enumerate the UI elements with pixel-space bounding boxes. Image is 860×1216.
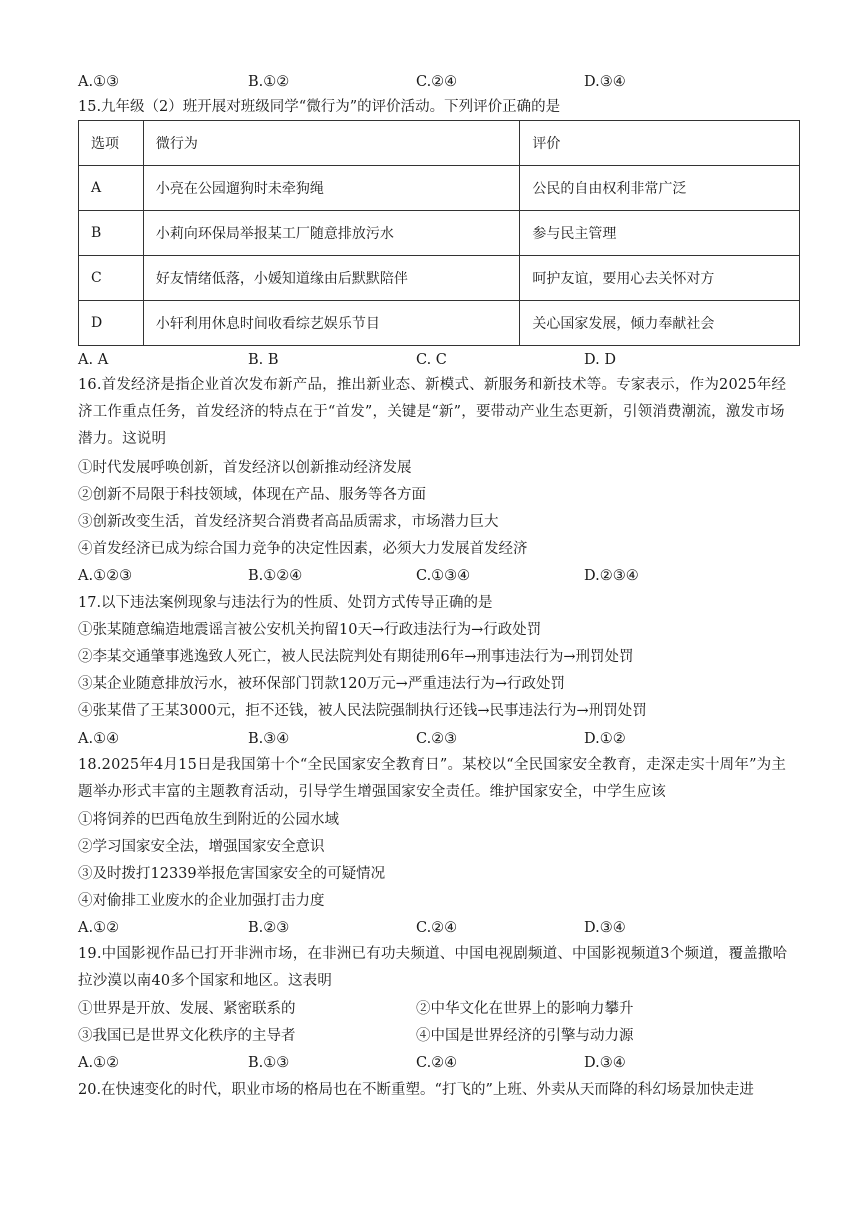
header-option: 选项 [79, 121, 144, 166]
row-behavior: 好友情绪低落，小媛知道缘由后默默陪伴 [143, 256, 519, 301]
q18-item-3: ③及时拨打12339举报危害国家安全的可疑情况 [78, 866, 386, 882]
row-option: B [79, 211, 144, 256]
q18-item-1: ①将饲养的巴西龟放生到附近的公园水域 [78, 812, 339, 828]
q19-option-d[interactable]: D.③④ [584, 1055, 626, 1071]
q17-option-d[interactable]: D.①② [584, 731, 626, 747]
q16-option-a[interactable]: A.①②③ [78, 568, 133, 584]
row-evaluation: 参与民主管理 [520, 211, 800, 256]
q19-item-3: ③我国已是世界文化秩序的主导者 [78, 1028, 296, 1044]
q16-option-b[interactable]: B.①②④ [248, 568, 303, 584]
q15-options [78, 350, 798, 370]
q15-option-a[interactable]: A. A [78, 352, 109, 368]
q19-item-2: ②中华文化在世界上的影响力攀升 [416, 1001, 634, 1017]
q18-option-b[interactable]: B.②③ [248, 920, 290, 936]
q17-options [78, 729, 798, 749]
q16-stem: 16.首发经济是指企业首次发布新产品，推出新业态、新模式、新服务和新技术等。专家表示，作为2025年经济工作重点任务，首发经济的特点在于“首发”，关键是“新”，要带动产业生态更新，引领消费潮流，激发市场潜力。这说明 [78, 377, 787, 447]
q17-item-2: ②李某交通肇事逃逸致人死亡，被人民法院判处有期徒刑6年→刑事违法行为→刑罚处罚 [78, 649, 634, 665]
table-row [79, 256, 800, 301]
table-row [79, 166, 800, 211]
q18-option-a[interactable]: A.①② [78, 920, 120, 936]
q15-stem: 15.九年级（2）班开展对班级同学“微行为”的评价活动。下列评价正确的是 [78, 99, 561, 115]
q16-options [78, 566, 798, 586]
q18-item-2: ②学习国家安全法，增强国家安全意识 [78, 839, 325, 855]
table-row [79, 301, 800, 346]
row-evaluation: 公民的自由权利非常广泛 [520, 166, 800, 211]
row-behavior: 小轩利用休息时间收看综艺娱乐节目 [143, 301, 519, 346]
q14-option-a[interactable]: A.①③ [78, 74, 120, 90]
q16-item-1: ①时代发展呼唤创新，首发经济以创新推动经济发展 [78, 460, 412, 476]
q18-option-c[interactable]: C.②④ [416, 920, 458, 936]
header-evaluation: 评价 [520, 121, 800, 166]
row-evaluation: 呵护友谊，要用心去关怀对方 [520, 256, 800, 301]
q18-options [78, 918, 798, 938]
q19-items-row-2 [78, 1026, 798, 1046]
q16-option-c[interactable]: C.①③④ [416, 568, 471, 584]
q14-option-d[interactable]: D.③④ [584, 74, 626, 90]
q15-option-d[interactable]: D. D [584, 352, 616, 368]
q17-stem: 17.以下违法案例现象与违法行为的性质、处罚方式传导正确的是 [78, 595, 493, 611]
row-option: C [79, 256, 144, 301]
q15-table [78, 120, 800, 346]
q20-stem: 20.在快速变化的时代，职业市场的格局也在不断重塑。“打飞的”上班、外卖从天而降的科幻场景加快走进 [78, 1082, 754, 1098]
q16-item-4: ④首发经济已成为综合国力竞争的决定性因素，必须大力发展首发经济 [78, 541, 528, 557]
row-option: A [79, 166, 144, 211]
q15-option-c[interactable]: C. C [416, 352, 447, 368]
row-option: D [79, 301, 144, 346]
q14-option-b[interactable]: B.①② [248, 74, 290, 90]
q16-option-d[interactable]: D.②③④ [584, 568, 639, 584]
q17-item-3: ③某企业随意排放污水，被环保部门罚款120万元→严重违法行为→行政处罚 [78, 676, 565, 692]
q19-items-row-1 [78, 999, 798, 1019]
q19-option-b[interactable]: B.①③ [248, 1055, 290, 1071]
q16-item-3: ③创新改变生活，首发经济契合消费者高品质需求，市场潜力巨大 [78, 514, 499, 530]
q19-options [78, 1053, 798, 1073]
q19-option-a[interactable]: A.①② [78, 1055, 120, 1071]
q19-item-4: ④中国是世界经济的引擎与动力源 [416, 1028, 634, 1044]
q18-item-4: ④对偷排工业废水的企业加强打击力度 [78, 893, 325, 909]
q17-item-4: ④张某借了王某3000元，拒不还钱，被人民法院强制执行还钱→民事违法行为→刑罚处罚 [78, 703, 647, 719]
q19-stem: 19.中国影视作品已打开非洲市场，在非洲已有功夫频道、中国电视剧频道、中国影视频道3个频道，覆盖撒哈拉沙漠以南40多个国家和地区。这表明 [78, 946, 788, 989]
q18-stem: 18.2025年4月15日是我国第十个“全民国家安全教育日”。某校以“全民国家安全教育，走深走实十周年”为主题举办形式丰富的主题教育活动，引导学生增强国家安全责任。维护国家安全，中学生应该 [78, 757, 787, 800]
row-behavior: 小亮在公园遛狗时未牵狗绳 [143, 166, 519, 211]
row-behavior: 小莉向环保局举报某工厂随意排放污水 [143, 211, 519, 256]
q19-item-1: ①世界是开放、发展、紧密联系的 [78, 1001, 296, 1017]
header-behavior: 微行为 [143, 121, 519, 166]
table-row [79, 211, 800, 256]
q15-option-b[interactable]: B. B [248, 352, 279, 368]
q16-item-2: ②创新不局限于科技领域，体现在产品、服务等各方面 [78, 487, 426, 503]
q19-option-c[interactable]: C.②④ [416, 1055, 458, 1071]
q17-item-1: ①张某随意编造地震谣言被公安机关拘留10天→行政违法行为→行政处罚 [78, 622, 542, 638]
q18-option-d[interactable]: D.③④ [584, 920, 626, 936]
q14-options [78, 72, 798, 92]
q14-option-c[interactable]: C.②④ [416, 74, 458, 90]
table-header-row [79, 121, 800, 166]
row-evaluation: 关心国家发展，倾力奉献社会 [520, 301, 800, 346]
q17-option-c[interactable]: C.②③ [416, 731, 458, 747]
q17-option-a[interactable]: A.①④ [78, 731, 120, 747]
q17-option-b[interactable]: B.③④ [248, 731, 290, 747]
